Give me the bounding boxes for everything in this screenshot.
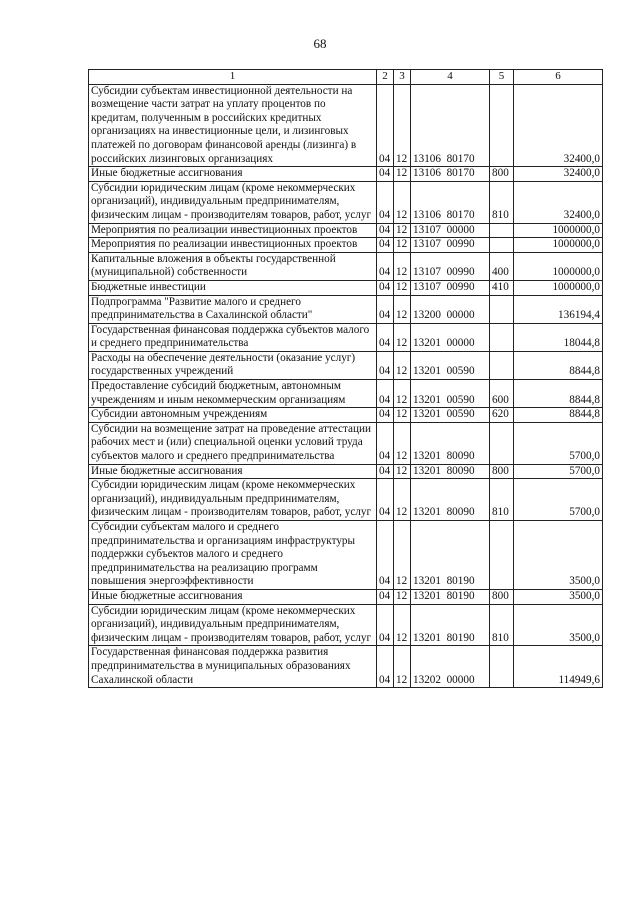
row-section: 04 (377, 84, 394, 167)
row-name: Субсидии юридическим лицам (кроме некоммерческих организаций), индивидуальным предпринимателям, физическим лицам - производителям товаров, работ, услуг (89, 479, 377, 521)
row-target-article: 13106 80170 (411, 167, 490, 182)
row-section: 04 (377, 604, 394, 646)
row-name: Капитальные вложения в объекты государственной (муниципальной) собственности (89, 252, 377, 280)
row-section: 04 (377, 521, 394, 590)
row-amount: 1000000,0 (514, 238, 603, 253)
column-header-target-article: 4 (411, 70, 490, 85)
row-subsection: 12 (394, 380, 411, 408)
row-amount: 3500,0 (514, 604, 603, 646)
row-subsection: 12 (394, 408, 411, 423)
row-expense-type: 800 (490, 167, 514, 182)
row-target-article: 13201 00000 (411, 323, 490, 351)
row-name: Субсидии на возмещение затрат на проведение аттестации рабочих мест и (или) специальной оценки условий труда субъектов малого и среднего предпринимательства (89, 422, 377, 464)
row-subsection: 12 (394, 181, 411, 223)
row-section: 04 (377, 408, 394, 423)
row-section: 04 (377, 280, 394, 295)
table-row (89, 521, 603, 590)
row-name: Предоставление субсидий бюджетным, автономным учреждениям и иным некоммерческим организациям (89, 380, 377, 408)
row-name: Государственная финансовая поддержка субъектов малого и среднего предпринимательства (89, 323, 377, 351)
row-name: Иные бюджетные ассигнования (89, 167, 377, 182)
table-row (89, 380, 603, 408)
row-subsection: 12 (394, 422, 411, 464)
row-subsection: 12 (394, 223, 411, 238)
table-row (89, 646, 603, 688)
row-expense-type (490, 646, 514, 688)
row-amount: 114949,6 (514, 646, 603, 688)
table-row (89, 589, 603, 604)
row-target-article: 13201 80090 (411, 479, 490, 521)
row-target-article: 13201 80090 (411, 422, 490, 464)
row-target-article: 13107 00000 (411, 223, 490, 238)
row-amount: 32400,0 (514, 181, 603, 223)
row-subsection: 12 (394, 479, 411, 521)
row-amount: 8844,8 (514, 380, 603, 408)
budget-table (88, 69, 603, 688)
table-row (89, 181, 603, 223)
row-section: 04 (377, 167, 394, 182)
row-expense-type: 600 (490, 380, 514, 408)
row-amount: 18044,8 (514, 323, 603, 351)
row-amount: 32400,0 (514, 84, 603, 167)
row-name: Субсидии юридическим лицам (кроме некоммерческих организаций), индивидуальным предпринимателям, физическим лицам - производителям товаров, работ, услуг (89, 181, 377, 223)
row-expense-type (490, 238, 514, 253)
column-header-subsection: 3 (394, 70, 411, 85)
table-header-row (89, 70, 603, 85)
row-expense-type: 620 (490, 408, 514, 423)
row-name: Мероприятия по реализации инвестиционных проектов (89, 223, 377, 238)
row-target-article: 13201 80190 (411, 521, 490, 590)
row-name: Субсидии автономным учреждениям (89, 408, 377, 423)
table-row (89, 464, 603, 479)
table-row (89, 238, 603, 253)
row-section: 04 (377, 252, 394, 280)
row-expense-type: 810 (490, 479, 514, 521)
row-expense-type: 400 (490, 252, 514, 280)
row-amount: 5700,0 (514, 422, 603, 464)
row-subsection: 12 (394, 252, 411, 280)
table-row (89, 223, 603, 238)
row-subsection: 12 (394, 521, 411, 590)
row-expense-type: 410 (490, 280, 514, 295)
row-section: 04 (377, 323, 394, 351)
row-name: Субсидии субъектам инвестиционной деятельности на возмещение части затрат на уплату процентов по кредитам, полученным в российских кредитных организациях на инвестиционные цели, и лизинговых платежей по договорам финансовой аренды (лизинга) в российских лизинговых организациях (89, 84, 377, 167)
row-name: Расходы на обеспечение деятельности (оказание услуг) государственных учреждений (89, 351, 377, 379)
row-target-article: 13200 00000 (411, 295, 490, 323)
row-section: 04 (377, 380, 394, 408)
row-target-article: 13107 00990 (411, 280, 490, 295)
row-amount: 8844,8 (514, 351, 603, 379)
row-amount: 5700,0 (514, 464, 603, 479)
table-row (89, 84, 603, 167)
table-row (89, 479, 603, 521)
row-target-article: 13201 00590 (411, 380, 490, 408)
row-name: Субсидии юридическим лицам (кроме некоммерческих организаций), индивидуальным предпринимателям, физическим лицам - производителям товаров, работ, услуг (89, 604, 377, 646)
column-header-name: 1 (89, 70, 377, 85)
row-expense-type: 810 (490, 181, 514, 223)
row-section: 04 (377, 464, 394, 479)
table-row (89, 280, 603, 295)
row-amount: 3500,0 (514, 589, 603, 604)
row-section: 04 (377, 589, 394, 604)
row-expense-type: 810 (490, 604, 514, 646)
table-row (89, 295, 603, 323)
table-row (89, 408, 603, 423)
table-row (89, 323, 603, 351)
table-row (89, 351, 603, 379)
row-amount: 1000000,0 (514, 223, 603, 238)
row-expense-type (490, 295, 514, 323)
row-amount: 32400,0 (514, 167, 603, 182)
row-target-article: 13201 00590 (411, 408, 490, 423)
row-target-article: 13201 80090 (411, 464, 490, 479)
row-subsection: 12 (394, 604, 411, 646)
row-section: 04 (377, 351, 394, 379)
row-section: 04 (377, 295, 394, 323)
row-target-article: 13106 80170 (411, 181, 490, 223)
column-header-expense-type: 5 (490, 70, 514, 85)
row-subsection: 12 (394, 280, 411, 295)
row-name: Иные бюджетные ассигнования (89, 589, 377, 604)
row-amount: 8844,8 (514, 408, 603, 423)
row-target-article: 13202 00000 (411, 646, 490, 688)
row-amount: 1000000,0 (514, 280, 603, 295)
row-expense-type (490, 422, 514, 464)
page-number: 68 (313, 36, 327, 51)
table-row (89, 167, 603, 182)
row-name: Бюджетные инвестиции (89, 280, 377, 295)
row-target-article: 13107 00990 (411, 238, 490, 253)
column-header-section: 2 (377, 70, 394, 85)
row-name: Иные бюджетные ассигнования (89, 464, 377, 479)
row-subsection: 12 (394, 464, 411, 479)
row-subsection: 12 (394, 351, 411, 379)
row-target-article: 13201 80190 (411, 604, 490, 646)
table-row (89, 252, 603, 280)
row-expense-type: 800 (490, 589, 514, 604)
row-target-article: 13201 80190 (411, 589, 490, 604)
row-amount: 3500,0 (514, 521, 603, 590)
row-target-article: 13106 80170 (411, 84, 490, 167)
row-expense-type (490, 521, 514, 590)
table-row (89, 604, 603, 646)
row-subsection: 12 (394, 646, 411, 688)
row-amount: 1000000,0 (514, 252, 603, 280)
row-amount: 5700,0 (514, 479, 603, 521)
column-header-amount: 6 (514, 70, 603, 85)
row-name: Государственная финансовая поддержка развития предпринимательства в муниципальных образованиях Сахалинской области (89, 646, 377, 688)
row-subsection: 12 (394, 589, 411, 604)
row-expense-type (490, 323, 514, 351)
row-subsection: 12 (394, 323, 411, 351)
row-target-article: 13107 00990 (411, 252, 490, 280)
row-section: 04 (377, 646, 394, 688)
table-row (89, 422, 603, 464)
row-section: 04 (377, 422, 394, 464)
row-section: 04 (377, 479, 394, 521)
row-section: 04 (377, 223, 394, 238)
row-section: 04 (377, 238, 394, 253)
row-expense-type (490, 223, 514, 238)
row-subsection: 12 (394, 238, 411, 253)
row-expense-type: 800 (490, 464, 514, 479)
row-section: 04 (377, 181, 394, 223)
row-name: Подпрограмма "Развитие малого и среднего предпринимательства в Сахалинской области" (89, 295, 377, 323)
row-target-article: 13201 00590 (411, 351, 490, 379)
row-subsection: 12 (394, 167, 411, 182)
row-subsection: 12 (394, 84, 411, 167)
row-subsection: 12 (394, 295, 411, 323)
row-amount: 136194,4 (514, 295, 603, 323)
row-expense-type (490, 84, 514, 167)
row-name: Мероприятия по реализации инвестиционных проектов (89, 238, 377, 253)
row-name: Субсидии субъектам малого и среднего предпринимательства и организациям инфраструктуры поддержки субъектов малого и среднего предпринимательства на реализацию программ повышения энергоэффективности (89, 521, 377, 590)
row-expense-type (490, 351, 514, 379)
